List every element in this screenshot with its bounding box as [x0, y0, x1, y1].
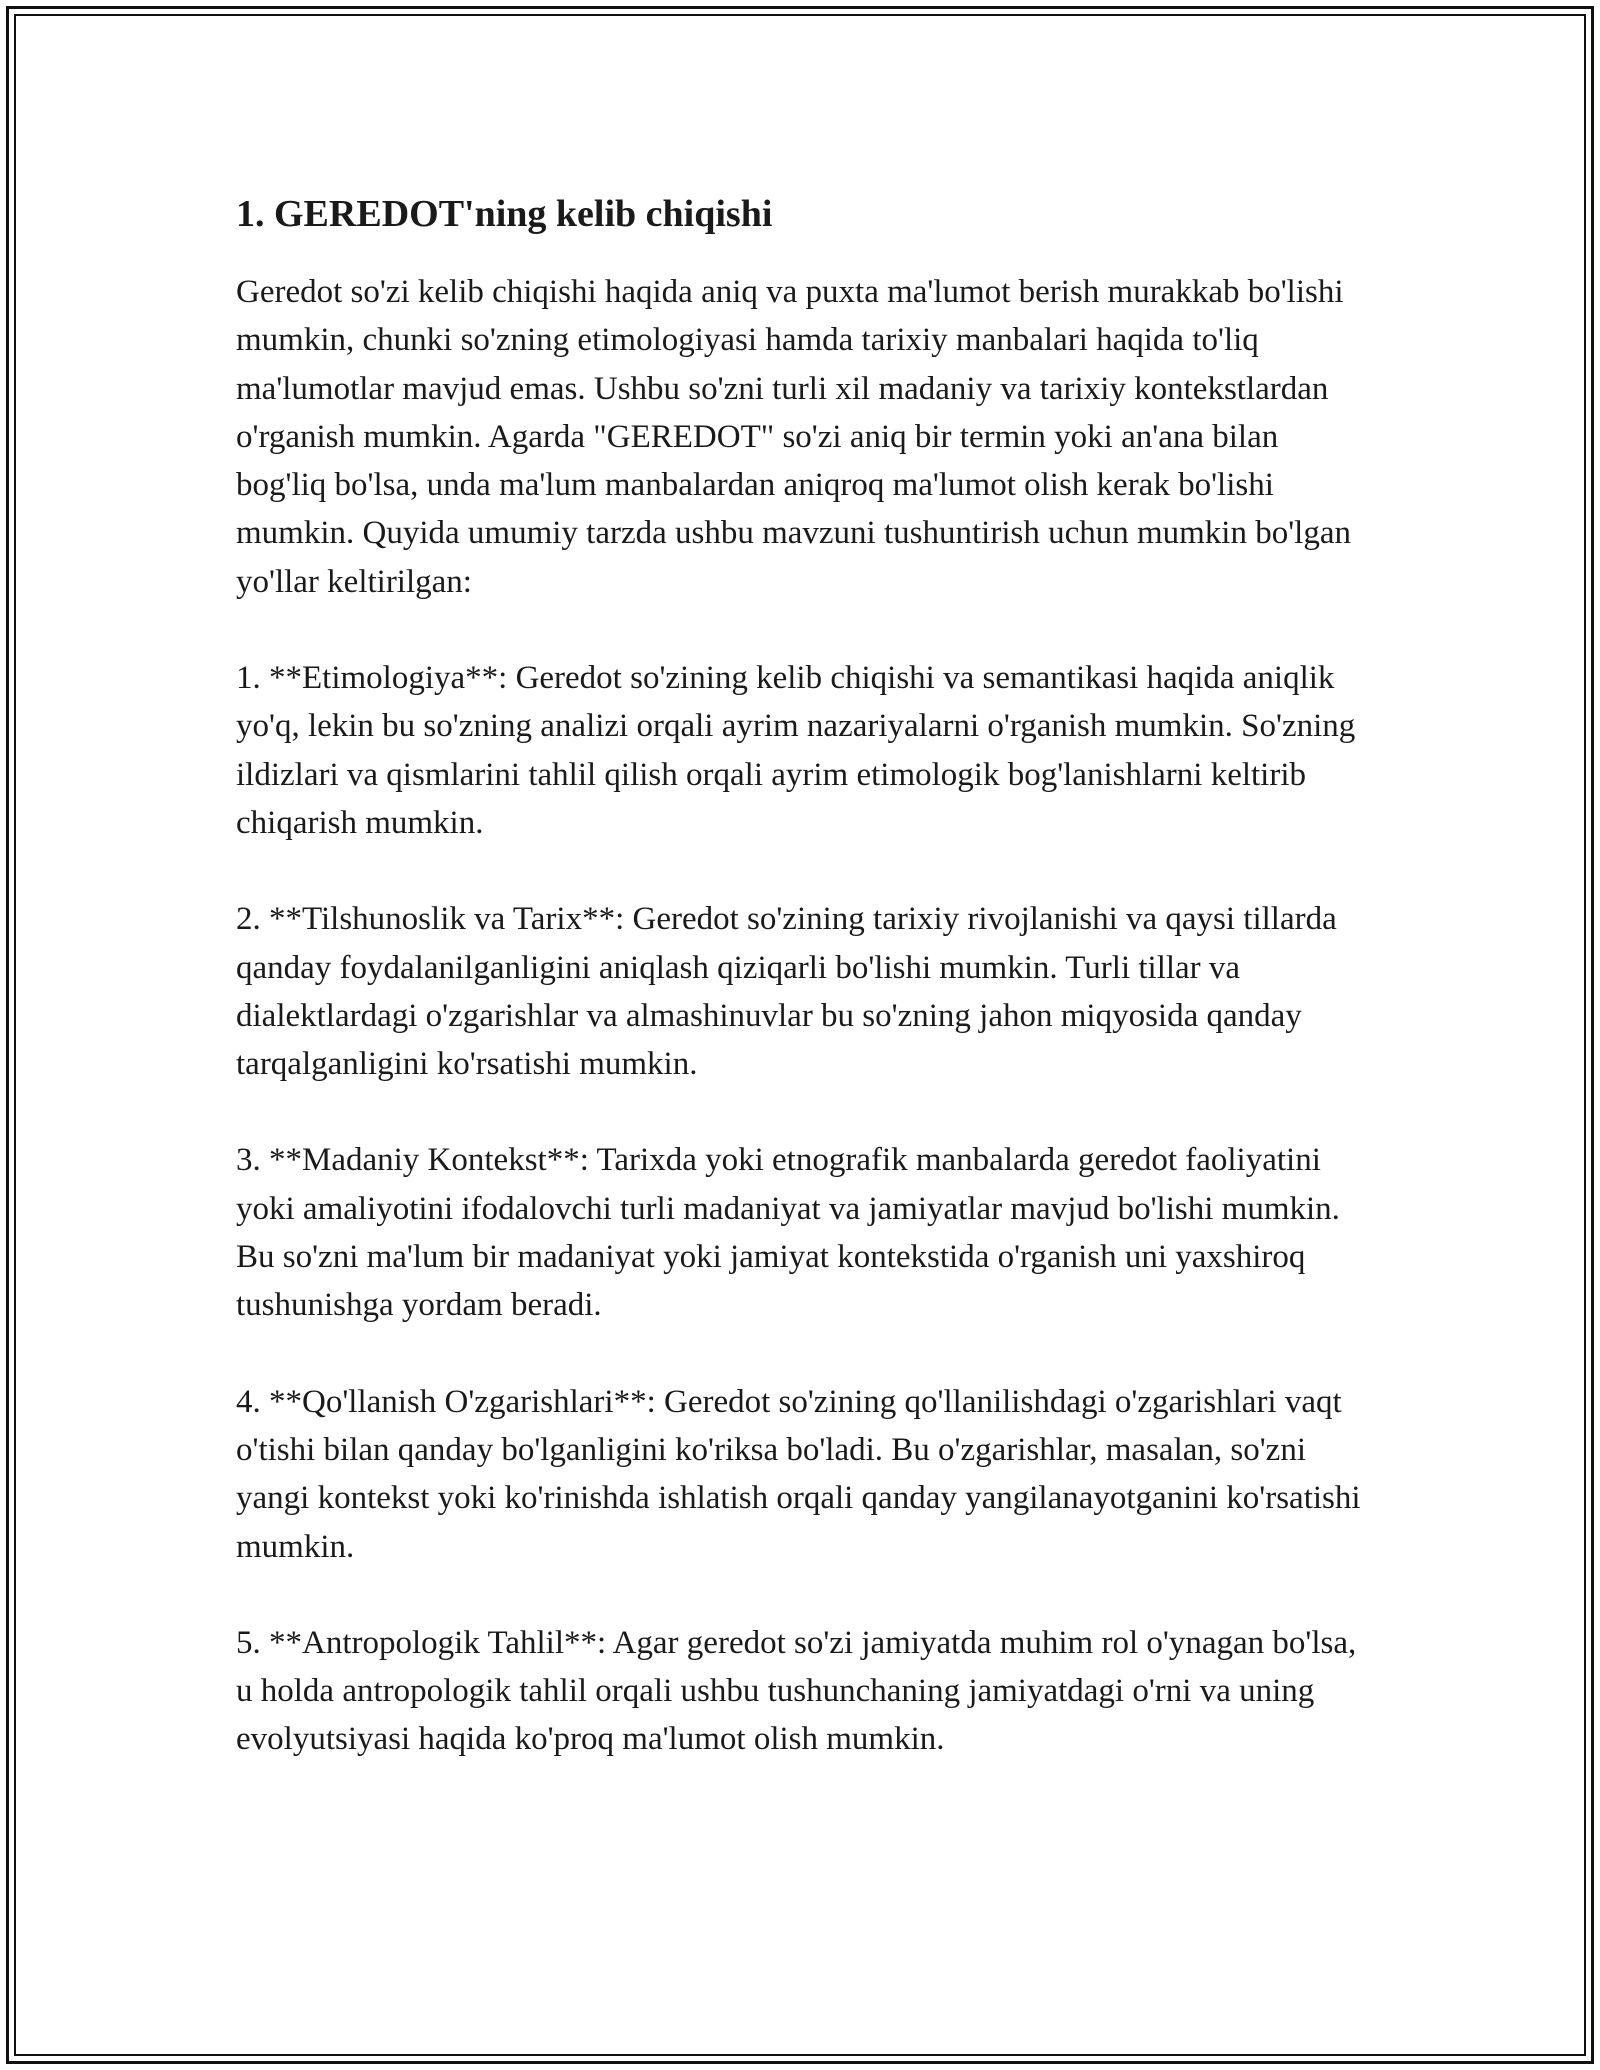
paragraph-qollanish: 4. **Qo'llanish O'zgarishlari**: Geredot so'zining qo'llanilishdagi o'zgarishlari vaqt o'tishi bilan qanday bo'lganligini ko'riksa bo'ladi. Bu o'zgarishlar, masalan, so'zni yangi kontekst yoki ko'rinishda ishlatish orqali qanday yangilanayotganini ko'rsatishi mumkin. — [236, 1383, 1361, 1565]
document-body — [236, 186, 1376, 1812]
paragraph-antropologik: 5. **Antropologik Tahlil**: Agar geredot so'zi jamiyatda muhim rol o'ynagan bo'lsa, u holda antropologik tahlil orqali ushbu tushunchaning jamiyatdagi o'rni va uning evolyutsiyasi haqida ko'proq ma'lumot olish mumkin. — [236, 1624, 1357, 1758]
document-title: 1. GEREDOT'ning kelib chiqishi — [236, 193, 773, 235]
paragraph-tilshunoslik: 2. **Tilshunoslik va Tarix**: Geredot so'zining tarixiy rivojlanishi va qaysi tillarda qanday foydalanilganligini aniqlash qiziqarli bo'lishi mumkin. Turli tillar va dialektlardagi o'zgarishlar va almashinuvlar bu so'zning jahon miqyosida qanday tarqalganligini ko'rsatishi mumkin. — [236, 901, 1337, 1083]
paragraph-etimologiya: 1. **Etimologiya**: Geredot so'zining kelib chiqishi va semantikasi haqida aniqlik yo'q, lekin bu so'zning analizi orqali ayrim nazariyalarni o'rganish mumkin. So'zning ildizlari va qismlarini tahlil qilish orqali ayrim etimologik bog'lanishlarni keltirib chiqarish mumkin. — [236, 660, 1356, 841]
paragraph-madaniy-kontekst: 3. **Madaniy Kontekst**: Tarixda yoki etnografik manbalarda geredot faoliyatini yoki amaliyotini ifodalovchi turli madaniyat va jamiyatlar mavjud bo'lishi mumkin. Bu so'zni ma'lum bir madaniyat yoki jamiyat kontekstida o'rganish uni yaxshiroq tushunishga yordam beradi. — [236, 1142, 1340, 1324]
intro-paragraph: Geredot so'zi kelib chiqishi haqida aniq va puxta ma'lumot berish murakkab bo'lishi mumkin, chunki so'zning etimologiyasi hamda tarixiy manbalari haqida to'liq ma'lumotlar mavjud emas. Ushbu so'zni turli xil madaniy va tarixiy kontekstlardan o'rganish mumkin. Agarda "GEREDOT" so'zi aniq bir termin yoki an'ana bilan bog'liq bo'lsa, unda ma'lum manbalardan aniqroq ma'lumot olish kerak bo'lishi mumkin. Quyida umumiy tarzda ushbu mavzuni tushuntirish uchun mumkin bo'lgan yo'llar keltirilgan: — [236, 274, 1351, 600]
